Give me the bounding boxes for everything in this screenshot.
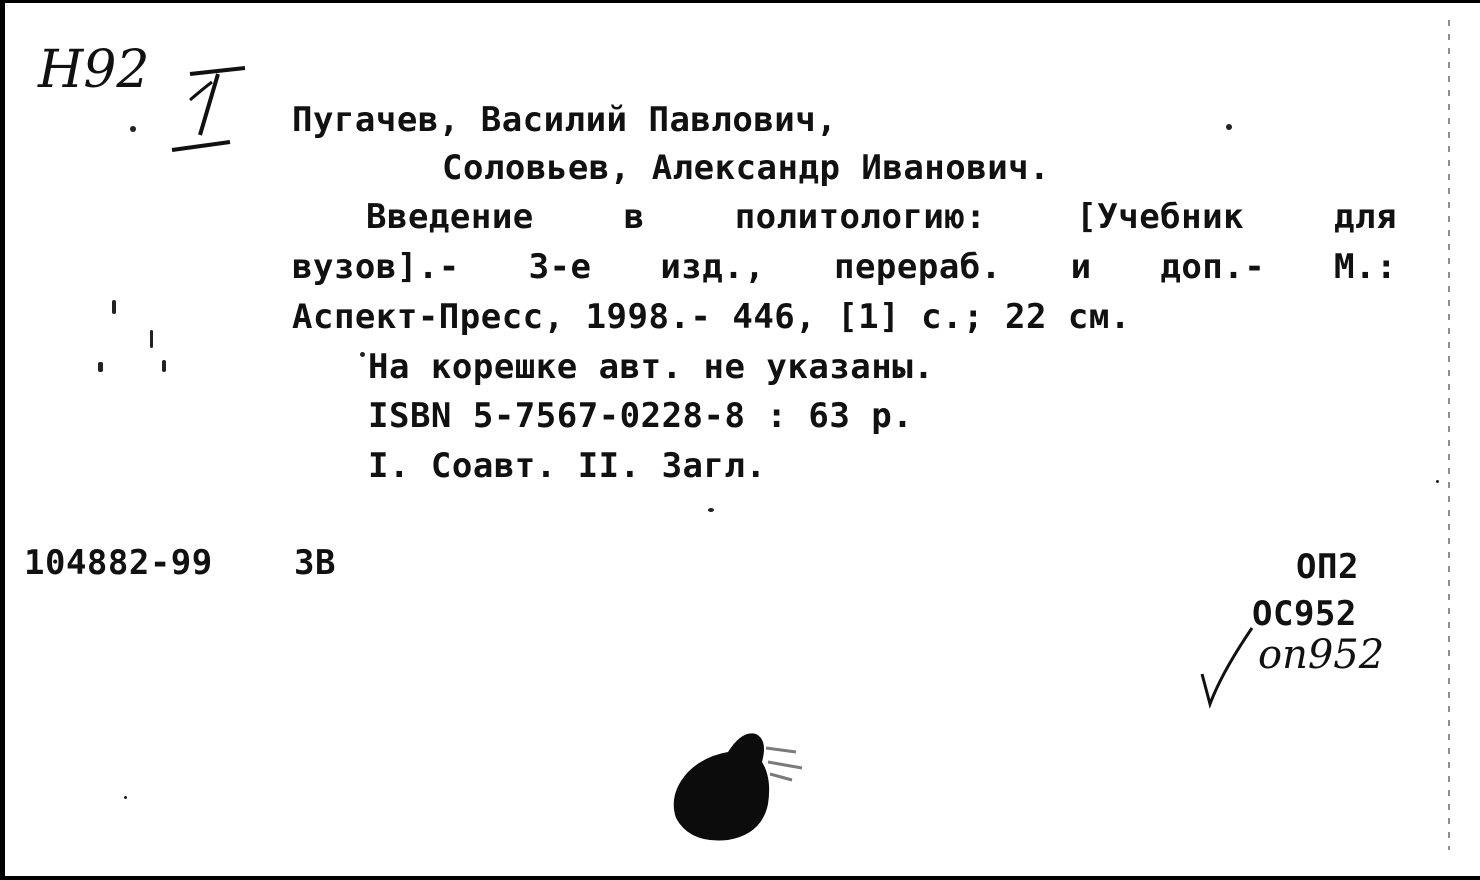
co-author: Соловьев, Александр Иванович.: [442, 148, 1051, 188]
handwritten-check-mark: [1196, 622, 1266, 712]
speck: [98, 362, 103, 372]
card-border-top: [0, 0, 1480, 3]
card-border-bottom: [0, 876, 1480, 880]
desc-word: для: [1334, 197, 1397, 237]
desc-word: [Учебник: [1076, 197, 1245, 237]
desc-word: в: [623, 197, 645, 237]
copies-code: 3В: [294, 543, 336, 583]
speck: [708, 508, 714, 512]
card-border-left: [0, 0, 5, 880]
inventory-number: 104882-99: [24, 543, 213, 583]
speck: [162, 360, 166, 372]
desc-word: вузов].-: [292, 247, 460, 287]
desc-word: М.:: [1334, 247, 1397, 287]
speck: [124, 796, 127, 799]
ink-blot: [668, 722, 818, 852]
description-line-1: [292, 197, 1397, 237]
note-line: На корешке авт. не указаны.: [368, 347, 935, 387]
card-border-right: [1448, 20, 1450, 850]
desc-word: изд.,: [660, 247, 766, 287]
desc-word: 3-е: [528, 247, 592, 287]
speck: [1226, 124, 1232, 130]
desc-word: перераб.: [833, 247, 1002, 287]
publication-line: Аспект-Пресс, 1998.- 446, [1] с.; 22 см.: [292, 297, 1131, 337]
desc-word: доп.-: [1160, 247, 1266, 287]
speck: [130, 126, 136, 132]
isbn-line: ISBN 5-7567-0228-8 : 63 р.: [368, 396, 914, 436]
speck: [112, 300, 116, 314]
location-code-1: ОП2: [1296, 547, 1359, 587]
location-code-2: ОС952: [1252, 594, 1357, 634]
handwritten-location: оп952: [1258, 632, 1385, 678]
speck: [360, 352, 365, 357]
desc-word: политологию:: [734, 197, 987, 237]
speck: [150, 330, 153, 348]
handwritten-shelf-code: Н92: [38, 40, 150, 100]
desc-word: Введение: [366, 197, 534, 237]
tracings-line: I. Соавт. II. Загл.: [368, 446, 767, 486]
main-author: Пугачев, Василий Павлович,: [292, 100, 838, 140]
handwritten-mark: [160, 60, 250, 160]
desc-word: и: [1070, 247, 1092, 287]
speck: [1436, 480, 1439, 483]
description-line-2: [292, 247, 1397, 287]
